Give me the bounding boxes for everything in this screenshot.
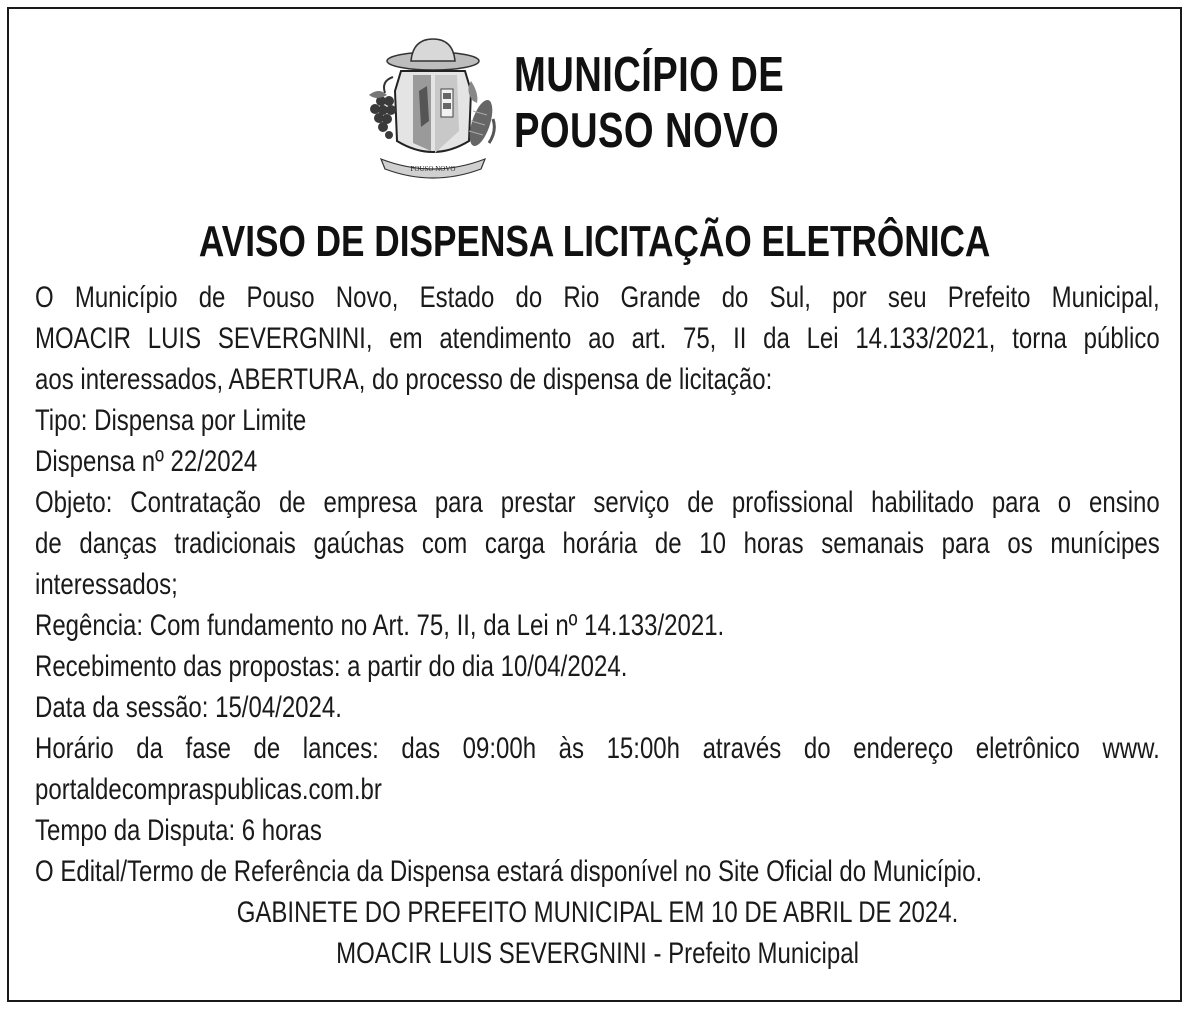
edital-line: O Edital/Termo de Referência da Dispensa estará disponível no Site Oficial do Município. bbox=[35, 855, 983, 888]
signature-line: MOACIR LUIS SEVERGNINI - Prefeito Municipal bbox=[336, 937, 859, 970]
regencia-line: Regência: Com fundamento no Art. 75, II, da Lei nº 14.133/2021. bbox=[35, 609, 725, 642]
notice-body bbox=[35, 277, 1160, 974]
municipality-line-1: MUNICÍPIO DE bbox=[514, 48, 785, 102]
municipality-line-2: POUSO NOVO bbox=[514, 104, 780, 158]
objeto-line-1: Objeto: Contratação de empresa para prestar serviço de profissional habilitado para o ensino bbox=[35, 486, 1160, 519]
recebimento-line: Recebimento das propostas: a partir do dia 10/04/2024. bbox=[35, 650, 628, 683]
dispensa-line: Dispensa nº 22/2024 bbox=[35, 445, 258, 478]
objeto-line-2: de danças tradicionais gaúchas com carga horária de 10 horas semanais para os munícipes bbox=[35, 527, 1160, 560]
coat-of-arms-icon bbox=[361, 31, 501, 181]
intro-line-1: O Município de Pouso Novo, Estado do Rio Grande do Sul, por seu Prefeito Municipal, bbox=[35, 281, 1160, 314]
data-sessao-line: Data da sessão: 15/04/2024. bbox=[35, 691, 342, 724]
tipo-line: Tipo: Dispensa por Limite bbox=[35, 404, 307, 437]
intro-line-3: aos interessados, ABERTURA, do processo de dispensa de licitação: bbox=[35, 363, 773, 396]
notice-title: AVISO DE DISPENSA LICITAÇÃO ELETRÔNICA bbox=[198, 217, 991, 266]
crest-ribbon-text: POUSO NOVO bbox=[410, 165, 456, 173]
gabinete-line: GABINETE DO PREFEITO MUNICIPAL EM 10 DE ABRIL DE 2024. bbox=[236, 896, 959, 929]
tempo-line: Tempo da Disputa: 6 horas bbox=[35, 814, 322, 847]
header bbox=[9, 9, 1180, 189]
municipality-name bbox=[514, 47, 784, 159]
intro-line-2: MOACIR LUIS SEVERGNINI, em atendimento ao art. 75, II da Lei 14.133/2021, torna público bbox=[35, 322, 1160, 355]
horario-line-2: portaldecompraspublicas.com.br bbox=[35, 773, 382, 806]
horario-line-1: Horário da fase de lances: das 09:00h às 15:00h através do endereço eletrônico www. bbox=[35, 732, 1160, 765]
notice-frame bbox=[7, 7, 1182, 1002]
objeto-line-3: interessados; bbox=[35, 568, 178, 601]
